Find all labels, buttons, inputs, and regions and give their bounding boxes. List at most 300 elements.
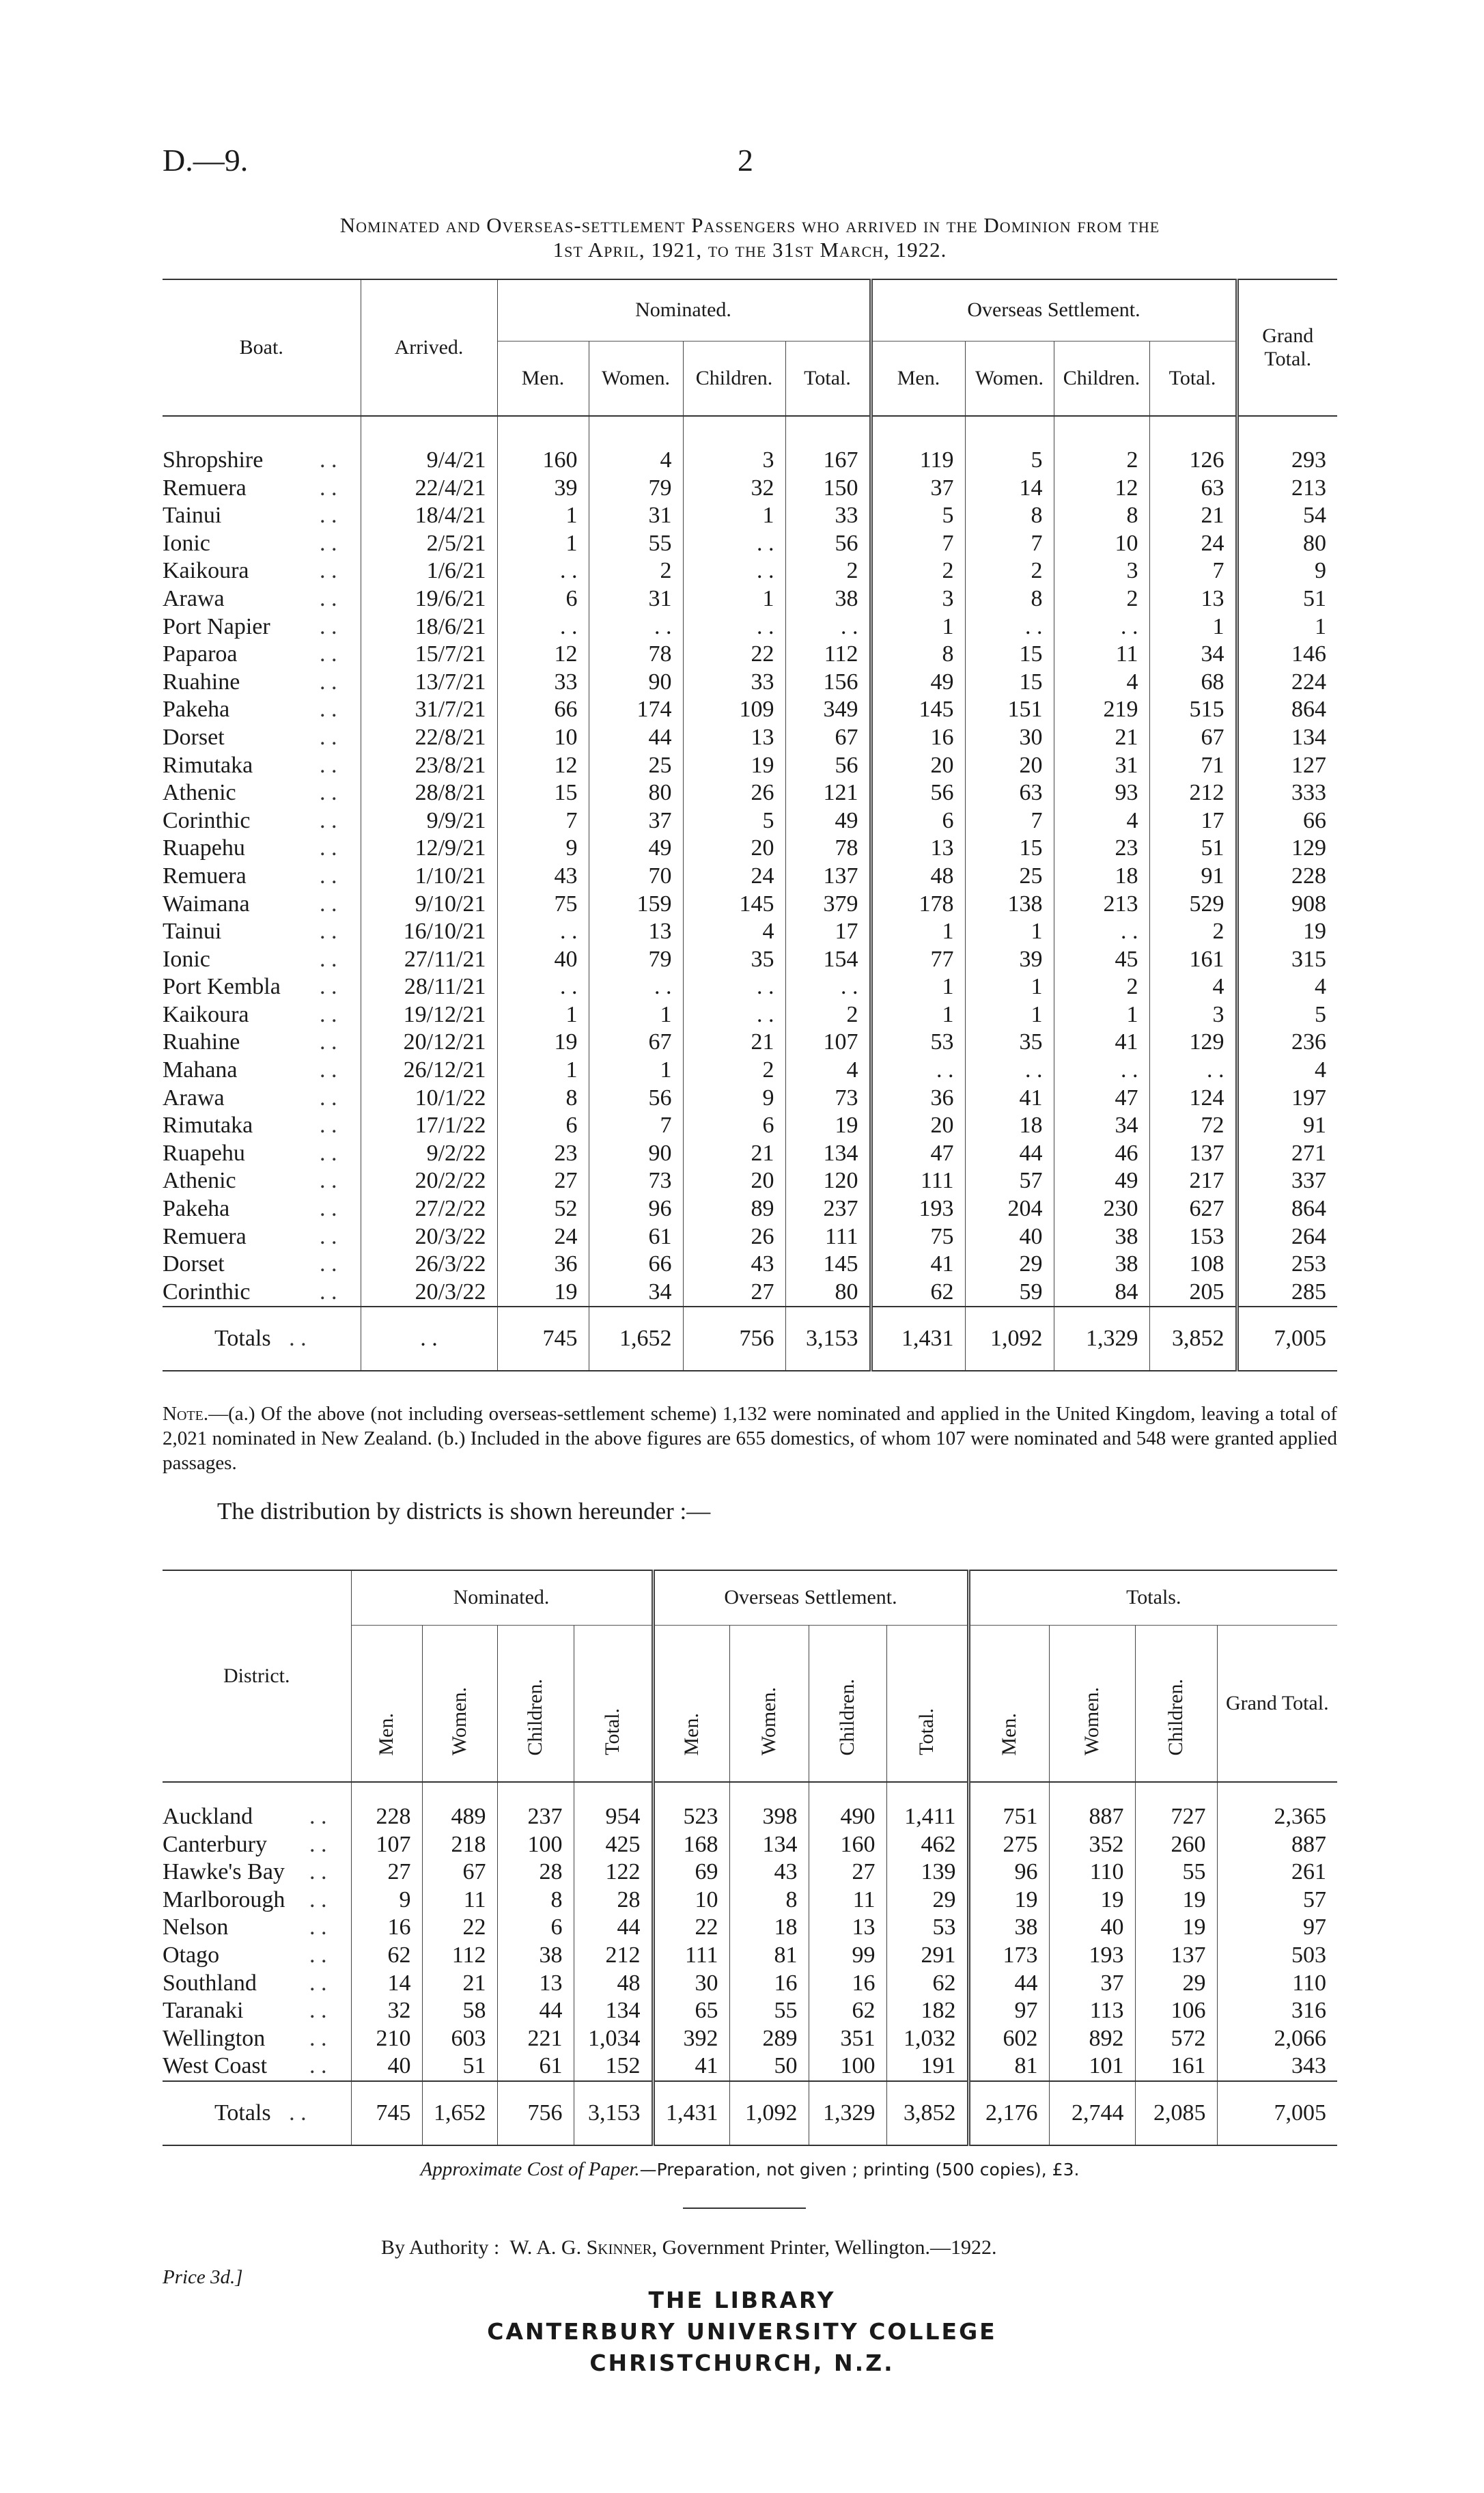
arrived-date: 19/6/21 [361, 585, 497, 613]
nominated-women: 34 [589, 1279, 683, 1307]
nominated-children: . . [683, 1001, 785, 1029]
boat-name: Arawa [163, 1085, 225, 1111]
nominated-men: 1 [497, 1057, 589, 1085]
nominated-men: 62 [351, 1942, 422, 1970]
boat-cell [163, 475, 361, 503]
overseas-children: 11 [1054, 641, 1149, 669]
nominated-women: 58 [422, 1997, 497, 2025]
arrived-date: 28/11/21 [361, 973, 497, 1001]
overseas-children: 351 [809, 2025, 886, 2053]
table-row [163, 1858, 1337, 1886]
t2-overseas-group-header: Overseas Settlement. [653, 1570, 968, 1625]
authority-prefix: By Authority : [381, 2236, 500, 2259]
nominated-children: 35 [683, 946, 785, 974]
nominated-women: 112 [422, 1942, 497, 1970]
t2-totals-group-header: Totals. [968, 1570, 1337, 1625]
overseas-women: . . [965, 1057, 1054, 1085]
leader-dots: . . [320, 1279, 337, 1305]
overseas-women: 134 [729, 1831, 809, 1859]
t2-totals-overseas-men: 1,431 [653, 2081, 729, 2145]
overseas-men: 523 [653, 1782, 729, 1831]
overseas-men: 13 [871, 835, 965, 863]
boat-cell [163, 1140, 361, 1168]
arrived-date: 26/12/21 [361, 1057, 497, 1085]
totals-overseas-total: 3,852 [1149, 1307, 1237, 1371]
overseas-total: 1,032 [886, 2025, 968, 2053]
t2-totals-overseas-total: 3,852 [886, 2081, 968, 2145]
nominated-children: 13 [497, 1970, 574, 1998]
nominated-men: 107 [351, 1831, 422, 1859]
library-stamp-line-3: CHRISTCHURCH, N.Z. [589, 2350, 895, 2376]
nominated-women: 218 [422, 1831, 497, 1859]
district-cell [163, 1782, 351, 1831]
overseas-men: 30 [653, 1970, 729, 1998]
overseas-women-header: Women. [965, 341, 1054, 416]
overseas-men: 193 [871, 1195, 965, 1223]
overseas-women: 30 [965, 724, 1054, 752]
overseas-total: 139 [886, 1858, 968, 1886]
overseas-total: 29 [886, 1886, 968, 1914]
overseas-women: 151 [965, 696, 1054, 724]
totals-label: Totals [214, 1326, 271, 1352]
nominated-children: 13 [683, 724, 785, 752]
boat-name: Athenic [163, 1168, 236, 1194]
overseas-women: 50 [729, 2052, 809, 2081]
nominated-total-header: Total. [785, 341, 871, 416]
nominated-men: 16 [351, 1914, 422, 1942]
boat-name: Pakeha [163, 697, 230, 723]
leader-dots: . . [289, 1326, 307, 1352]
grand-total: 285 [1237, 1279, 1337, 1307]
grand-total: 1 [1237, 613, 1337, 641]
nominated-men: 75 [497, 891, 589, 919]
overseas-total: 529 [1149, 891, 1237, 919]
overseas-men: 178 [871, 891, 965, 919]
table-row [163, 1140, 1337, 1168]
nominated-children: 8 [497, 1886, 574, 1914]
boat-name: Ionic [163, 946, 210, 972]
overseas-men: 111 [653, 1942, 729, 1970]
overseas-women: 18 [965, 1112, 1054, 1140]
boat-name: Ruapehu [163, 835, 245, 861]
nominated-men: 8 [497, 1085, 589, 1113]
nominated-total: 137 [785, 863, 871, 891]
table2-totals-row [163, 2081, 1337, 2145]
overseas-women: 14 [965, 475, 1054, 503]
overseas-women: 25 [965, 863, 1054, 891]
t2-grand-total-header: Grand Total. [1217, 1625, 1337, 1782]
overseas-children: 45 [1054, 946, 1149, 974]
overseas-total: 182 [886, 1997, 968, 2025]
overseas-men: 145 [871, 696, 965, 724]
overseas-men: 10 [653, 1886, 729, 1914]
overseas-men: 69 [653, 1858, 729, 1886]
nominated-men: . . [497, 973, 589, 1001]
totals-men: 751 [968, 1782, 1049, 1831]
overseas-men: 111 [871, 1167, 965, 1195]
grand-total: 337 [1237, 1167, 1337, 1195]
totals-children: 727 [1135, 1782, 1217, 1831]
nominated-total: 38 [785, 585, 871, 613]
price: Price 3d.] [163, 2266, 243, 2288]
leader-dots: . . [309, 1831, 327, 1857]
nominated-total: 145 [785, 1251, 871, 1279]
totals-men: 275 [968, 1831, 1049, 1859]
grand-total: 66 [1237, 807, 1337, 835]
overseas-children: 49 [1054, 1167, 1149, 1195]
leader-dots: . . [320, 919, 337, 945]
totals-children: 29 [1135, 1970, 1217, 1998]
boat-name: Waimana [163, 891, 250, 917]
totals-overseas-women: 1,092 [965, 1307, 1054, 1371]
grand-total: 57 [1217, 1886, 1337, 1914]
overseas-total: 212 [1149, 779, 1237, 807]
nominated-total: 150 [785, 475, 871, 503]
boat-name: Rimutaka [163, 752, 253, 778]
table-row [163, 807, 1337, 835]
nominated-women: 90 [589, 669, 683, 697]
nominated-men: 15 [497, 779, 589, 807]
overseas-children: 2 [1054, 973, 1149, 1001]
overseas-women: 59 [965, 1279, 1054, 1307]
nominated-women: 25 [589, 752, 683, 780]
overseas-women: 398 [729, 1782, 809, 1831]
nominated-total: 379 [785, 891, 871, 919]
footnote [163, 1402, 1337, 1475]
leader-dots: . . [320, 1168, 337, 1194]
col-arrived-header: Arrived. [361, 279, 497, 416]
totals-women: 40 [1049, 1914, 1135, 1942]
authority-suffix: , Government Printer, Wellington.—1922. [652, 2236, 997, 2259]
district-name: West Coast [163, 2053, 268, 2079]
overseas-children: 31 [1054, 752, 1149, 780]
nominated-children: 44 [497, 1997, 574, 2025]
boat-cell [163, 835, 361, 863]
totals-women: 19 [1049, 1886, 1135, 1914]
overseas-men: 1 [871, 973, 965, 1001]
nominated-men-header: Men. [497, 341, 589, 416]
overseas-men: 77 [871, 946, 965, 974]
overseas-women: 20 [965, 752, 1054, 780]
cost-of-paper [163, 2158, 1337, 2181]
boat-cell [163, 752, 361, 780]
leader-dots: . . [320, 946, 337, 972]
nominated-women: 56 [589, 1085, 683, 1113]
nominated-total: 237 [785, 1195, 871, 1223]
nominated-women: 21 [422, 1970, 497, 1998]
t2-nominated-children-header: Children. [524, 1678, 546, 1755]
overseas-men: 20 [871, 1112, 965, 1140]
overseas-children: 100 [809, 2052, 886, 2081]
boat-cell [163, 613, 361, 641]
t2-nominated-women-header: Women. [448, 1686, 471, 1755]
overseas-total: 627 [1149, 1195, 1237, 1223]
t2-totals-nominated-women: 1,652 [422, 2081, 497, 2145]
boat-cell [163, 416, 361, 475]
nominated-women: 66 [589, 1251, 683, 1279]
table-row [163, 752, 1337, 780]
table-row [163, 1279, 1337, 1307]
overseas-children: 490 [809, 1782, 886, 1831]
boat-cell [163, 724, 361, 752]
footnote-text: —(a.) Of the above (not including overseas-settlement scheme) 1,132 were nominated and applied in the United Kingdom, leaving a total of 2,021 nominated in New Zealand. (b.) Included in the above figures are 655 domestics, of whom 107 were nominated and 548 were granted applied passages. [163, 1403, 1337, 1474]
overseas-women: 40 [965, 1223, 1054, 1251]
district-name: Southland [163, 1970, 257, 1996]
table-row [163, 1886, 1337, 1914]
printer-authority [381, 2236, 997, 2259]
table-row [163, 1167, 1337, 1195]
grand-total: 146 [1237, 641, 1337, 669]
table-row [163, 641, 1337, 669]
table-row [163, 918, 1337, 946]
table-row [163, 1223, 1337, 1251]
cost-text: —Preparation, not given ; printing (500 copies), £3. [639, 2160, 1080, 2179]
nominated-children: 27 [683, 1279, 785, 1307]
arrived-date: 23/8/21 [361, 752, 497, 780]
table-row [163, 779, 1337, 807]
nominated-men: 12 [497, 641, 589, 669]
nominated-men: 43 [497, 863, 589, 891]
table-row [163, 2052, 1337, 2081]
boat-name: Mahana [163, 1057, 238, 1083]
nominated-men: . . [497, 918, 589, 946]
arrived-date: 22/4/21 [361, 475, 497, 503]
boat-cell [163, 1195, 361, 1223]
table-row [163, 1251, 1337, 1279]
nominated-total: 44 [574, 1914, 653, 1942]
totals-children: 19 [1135, 1914, 1217, 1942]
nominated-children: . . [683, 613, 785, 641]
overseas-women: 2 [965, 557, 1054, 585]
nominated-children: 24 [683, 863, 785, 891]
overseas-total: 217 [1149, 1167, 1237, 1195]
nominated-men: 9 [351, 1886, 422, 1914]
district-name: Marlborough [163, 1886, 285, 1912]
totals-children: 161 [1135, 2052, 1217, 2081]
overseas-total: 1 [1149, 613, 1237, 641]
table-row [163, 1914, 1337, 1942]
overseas-men-header: Men. [871, 341, 965, 416]
totals-overseas-children: 1,329 [1054, 1307, 1149, 1371]
overseas-total: 108 [1149, 1251, 1237, 1279]
boat-cell [163, 946, 361, 974]
nominated-men: 24 [497, 1223, 589, 1251]
overseas-men: 75 [871, 1223, 965, 1251]
nominated-women: 44 [589, 724, 683, 752]
boat-name: Corinthic [163, 1279, 251, 1305]
totals-children: 55 [1135, 1858, 1217, 1886]
overseas-children: 21 [1054, 724, 1149, 752]
totals-children: 572 [1135, 2025, 1217, 2053]
col-boat-header: Boat. [239, 336, 283, 359]
nominated-women: 2 [589, 557, 683, 585]
boat-cell [163, 1167, 361, 1195]
leader-dots: . . [320, 1057, 337, 1083]
totals-nominated-total: 3,153 [785, 1307, 871, 1371]
table-row [163, 1085, 1337, 1113]
nominated-children: 43 [683, 1251, 785, 1279]
district-name: Nelson [163, 1914, 229, 1940]
nominated-children: 6 [497, 1914, 574, 1942]
nominated-men: 6 [497, 585, 589, 613]
overseas-children: 2 [1054, 416, 1149, 475]
nominated-men: 32 [351, 1997, 422, 2025]
nominated-total: 2 [785, 1001, 871, 1029]
grand-total: 503 [1217, 1942, 1337, 1970]
overseas-total: 62 [886, 1970, 968, 1998]
overseas-men: 392 [653, 2025, 729, 2053]
overseas-total: 126 [1149, 416, 1237, 475]
overseas-women: 8 [729, 1886, 809, 1914]
overseas-women: 7 [965, 807, 1054, 835]
totals-children: 260 [1135, 1831, 1217, 1859]
nominated-children: . . [683, 973, 785, 1001]
overseas-children: 1 [1054, 1001, 1149, 1029]
leader-dots: . . [320, 669, 337, 695]
nominated-children: 20 [683, 835, 785, 863]
totals-women: 193 [1049, 1942, 1135, 1970]
district-cell [163, 1970, 351, 1998]
grand-total: 253 [1237, 1251, 1337, 1279]
nominated-men: 1 [497, 502, 589, 530]
leader-dots: . . [320, 697, 337, 723]
table-row [163, 891, 1337, 919]
leader-dots: . . [320, 1251, 337, 1277]
t2-totals-children-header: Children. [1164, 1678, 1188, 1755]
leader-dots: . . [309, 1886, 327, 1912]
overseas-women: 15 [965, 669, 1054, 697]
overseas-total: 24 [1149, 530, 1237, 558]
boat-name: Dorset [163, 724, 225, 750]
district-name: Hawke's Bay [163, 1859, 285, 1885]
leader-dots: . . [320, 1029, 337, 1055]
leader-dots: . . [309, 1859, 327, 1885]
boat-cell [163, 502, 361, 530]
boat-name: Tainui [163, 919, 222, 945]
overseas-children: 219 [1054, 696, 1149, 724]
grand-total: 213 [1237, 475, 1337, 503]
t2-overseas-men-header: Men. [680, 1712, 703, 1755]
totals-overseas-men: 1,431 [871, 1307, 965, 1371]
nominated-group-header: Nominated. [497, 279, 871, 341]
totals-grand-total: 7,005 [1237, 1307, 1337, 1371]
boat-cell [163, 1112, 361, 1140]
nominated-children: 2 [683, 1057, 785, 1085]
overseas-men: 2 [871, 557, 965, 585]
overseas-total: 191 [886, 2052, 968, 2081]
nominated-total: 73 [785, 1085, 871, 1113]
overseas-total: 129 [1149, 1029, 1237, 1057]
overseas-women: 204 [965, 1195, 1054, 1223]
overseas-total-header: Total. [1149, 341, 1237, 416]
overseas-children: 99 [809, 1942, 886, 1970]
leader-dots: . . [320, 1223, 337, 1249]
arrived-date: 26/3/22 [361, 1251, 497, 1279]
t2-totals-nominated-children: 756 [497, 2081, 574, 2145]
totals-arrived: . . [361, 1307, 497, 1371]
overseas-women: 35 [965, 1029, 1054, 1057]
overseas-women: 16 [729, 1970, 809, 1998]
leader-dots: . . [320, 558, 337, 584]
nominated-total: 56 [785, 530, 871, 558]
overseas-children: 38 [1054, 1251, 1149, 1279]
nominated-men: 23 [497, 1140, 589, 1168]
nominated-women: 4 [589, 416, 683, 475]
overseas-men: 20 [871, 752, 965, 780]
grand-total: 129 [1237, 835, 1337, 863]
arrived-date: 9/10/21 [361, 891, 497, 919]
grand-total: 4 [1237, 973, 1337, 1001]
district-cell [163, 1997, 351, 2025]
overseas-total: 53 [886, 1914, 968, 1942]
table-row [163, 1195, 1337, 1223]
boat-cell [163, 1029, 361, 1057]
nominated-women: 70 [589, 863, 683, 891]
nominated-women: 73 [589, 1167, 683, 1195]
passengers-by-boat-table [163, 279, 1337, 1371]
nominated-children: . . [683, 530, 785, 558]
nominated-total: 134 [785, 1140, 871, 1168]
overseas-men: 1 [871, 613, 965, 641]
nominated-children: 28 [497, 1858, 574, 1886]
overseas-total: 67 [1149, 724, 1237, 752]
boat-name: Shropshire [163, 447, 264, 473]
nominated-total: . . [785, 973, 871, 1001]
divider [683, 2208, 806, 2209]
district-intro-text: The distribution by districts is shown hereunder :— [217, 1498, 711, 1524]
arrived-date: 17/1/22 [361, 1112, 497, 1140]
district-name: Canterbury [163, 1831, 267, 1857]
boat-name: Tainui [163, 503, 222, 529]
nominated-women: . . [589, 613, 683, 641]
overseas-children: 23 [1054, 835, 1149, 863]
nominated-children: 1 [683, 585, 785, 613]
leader-dots: . . [320, 1113, 337, 1139]
table-row [163, 1942, 1337, 1970]
arrived-date: 1/10/21 [361, 863, 497, 891]
overseas-men: 56 [871, 779, 965, 807]
grand-total: 887 [1217, 1831, 1337, 1859]
overseas-children: 4 [1054, 807, 1149, 835]
nominated-children: 4 [683, 918, 785, 946]
totals-nominated-women: 1,652 [589, 1307, 683, 1371]
overseas-men: 168 [653, 1831, 729, 1859]
overseas-women: 8 [965, 585, 1054, 613]
overseas-women: 7 [965, 530, 1054, 558]
boat-name: Ruapehu [163, 1140, 245, 1166]
t2-totals-grand-total: 7,005 [1217, 2081, 1337, 2145]
overseas-children: 84 [1054, 1279, 1149, 1307]
overseas-men: 8 [871, 641, 965, 669]
overseas-men: 6 [871, 807, 965, 835]
arrived-date: 10/1/22 [361, 1085, 497, 1113]
overseas-total: 71 [1149, 752, 1237, 780]
overseas-children: . . [1054, 918, 1149, 946]
table-row [163, 502, 1337, 530]
overseas-children: 2 [1054, 585, 1149, 613]
district-name: Wellington [163, 2025, 266, 2051]
nominated-total: 48 [574, 1970, 653, 1998]
leader-dots: . . [320, 891, 337, 917]
col-district-header: District. [223, 1665, 290, 1687]
overseas-women: 1 [965, 1001, 1054, 1029]
nominated-children: 61 [497, 2052, 574, 2081]
grand-total: 316 [1217, 1997, 1337, 2025]
leader-dots: . . [320, 752, 337, 778]
nominated-women: 90 [589, 1140, 683, 1168]
nominated-men: 19 [497, 1029, 589, 1057]
overseas-children: 8 [1054, 502, 1149, 530]
